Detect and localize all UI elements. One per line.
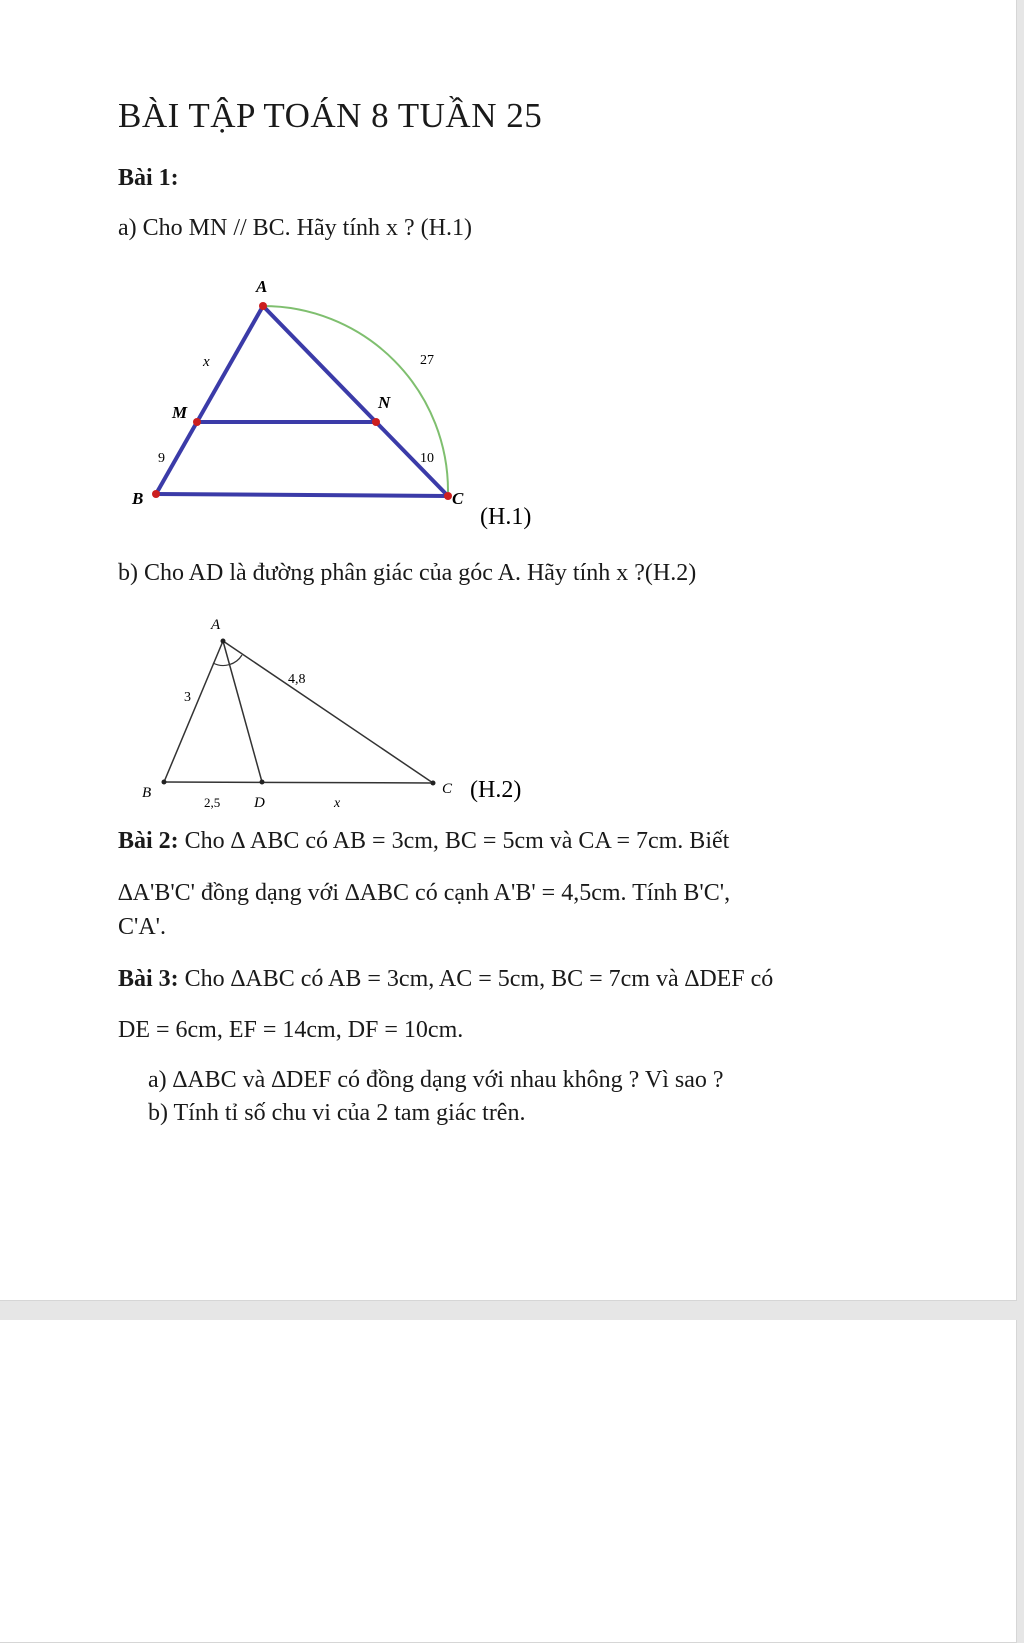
label-a: A: [211, 617, 221, 633]
point-b: [162, 780, 167, 785]
label-n: N: [378, 393, 391, 412]
caption-h2: (H.2): [470, 777, 522, 803]
segment-ad: [223, 641, 262, 782]
label-c: C: [442, 781, 453, 797]
label-x: x: [334, 796, 341, 811]
point-c: [444, 492, 452, 500]
document-page-2: [0, 1320, 1017, 1643]
bai2-line1: [118, 828, 729, 855]
segment-bc: [156, 494, 448, 496]
bai2-label: Bài 2:: [118, 828, 179, 854]
point-a: [221, 639, 226, 644]
bai3-line1: [118, 966, 773, 993]
label-9: 9: [158, 451, 165, 466]
segment-ab: [156, 306, 263, 494]
bai1-part-a: a) Cho MN // BC. Hãy tính x ? (H.1): [118, 215, 472, 241]
segment-ab: [164, 641, 223, 782]
bai2-line2: ∆A'B'C' đồng dạng với ∆ABC có cạnh A'B' = 4,5cm. Tính B'C',: [118, 880, 731, 906]
caption-h1: (H.1): [480, 504, 532, 530]
bai3-item-a: a) ∆ABC và ∆DEF có đồng dạng với nhau không ? Vì sao ?: [148, 1067, 724, 1093]
bai3-text1: Cho ∆ABC có AB = 3cm, AC = 5cm, BC = 7cm và ∆DEF có: [178, 966, 774, 992]
label-d: D: [254, 795, 265, 811]
point-n: [372, 418, 380, 426]
bai2-text1: Cho ∆ ABC có AB = 3cm, BC = 5cm và CA = 7cm. Biết: [178, 828, 730, 854]
page-title: BÀI TẬP TOÁN 8 TUẦN 25: [118, 96, 543, 135]
figure-h2: [0, 615, 560, 815]
point-c: [431, 781, 436, 786]
bai3-line2: DE = 6cm, EF = 14cm, DF = 10cm.: [118, 1017, 464, 1043]
point-a: [259, 302, 267, 310]
label-3: 3: [184, 690, 191, 705]
label-m: M: [172, 403, 188, 422]
label-10: 10: [420, 451, 434, 466]
segment-bc: [164, 782, 433, 783]
label-c: C: [452, 489, 464, 508]
point-d: [260, 780, 265, 785]
bai3-label: Bài 3:: [118, 966, 179, 992]
point-m: [193, 418, 201, 426]
label-x: x: [203, 354, 210, 370]
label-4-8: 4,8: [288, 672, 306, 687]
label-2-5: 2,5: [204, 795, 221, 810]
bai1-label: Bài 1:: [118, 165, 179, 191]
label-27: 27: [420, 353, 434, 368]
bai1-part-b: b) Cho AD là đường phân giác của góc A. Hãy tính x ?(H.2): [118, 560, 697, 586]
segment-ac: [223, 641, 433, 783]
label-b: B: [132, 489, 144, 508]
point-b: [152, 490, 160, 498]
label-a: A: [256, 277, 268, 296]
segment-ac: [263, 306, 448, 496]
bai3-item-b: b) Tính tỉ số chu vi của 2 tam giác trên.: [148, 1100, 526, 1126]
figure-h1: [0, 270, 560, 530]
label-b: B: [142, 785, 152, 801]
bai2-line3: C'A'.: [118, 914, 166, 940]
